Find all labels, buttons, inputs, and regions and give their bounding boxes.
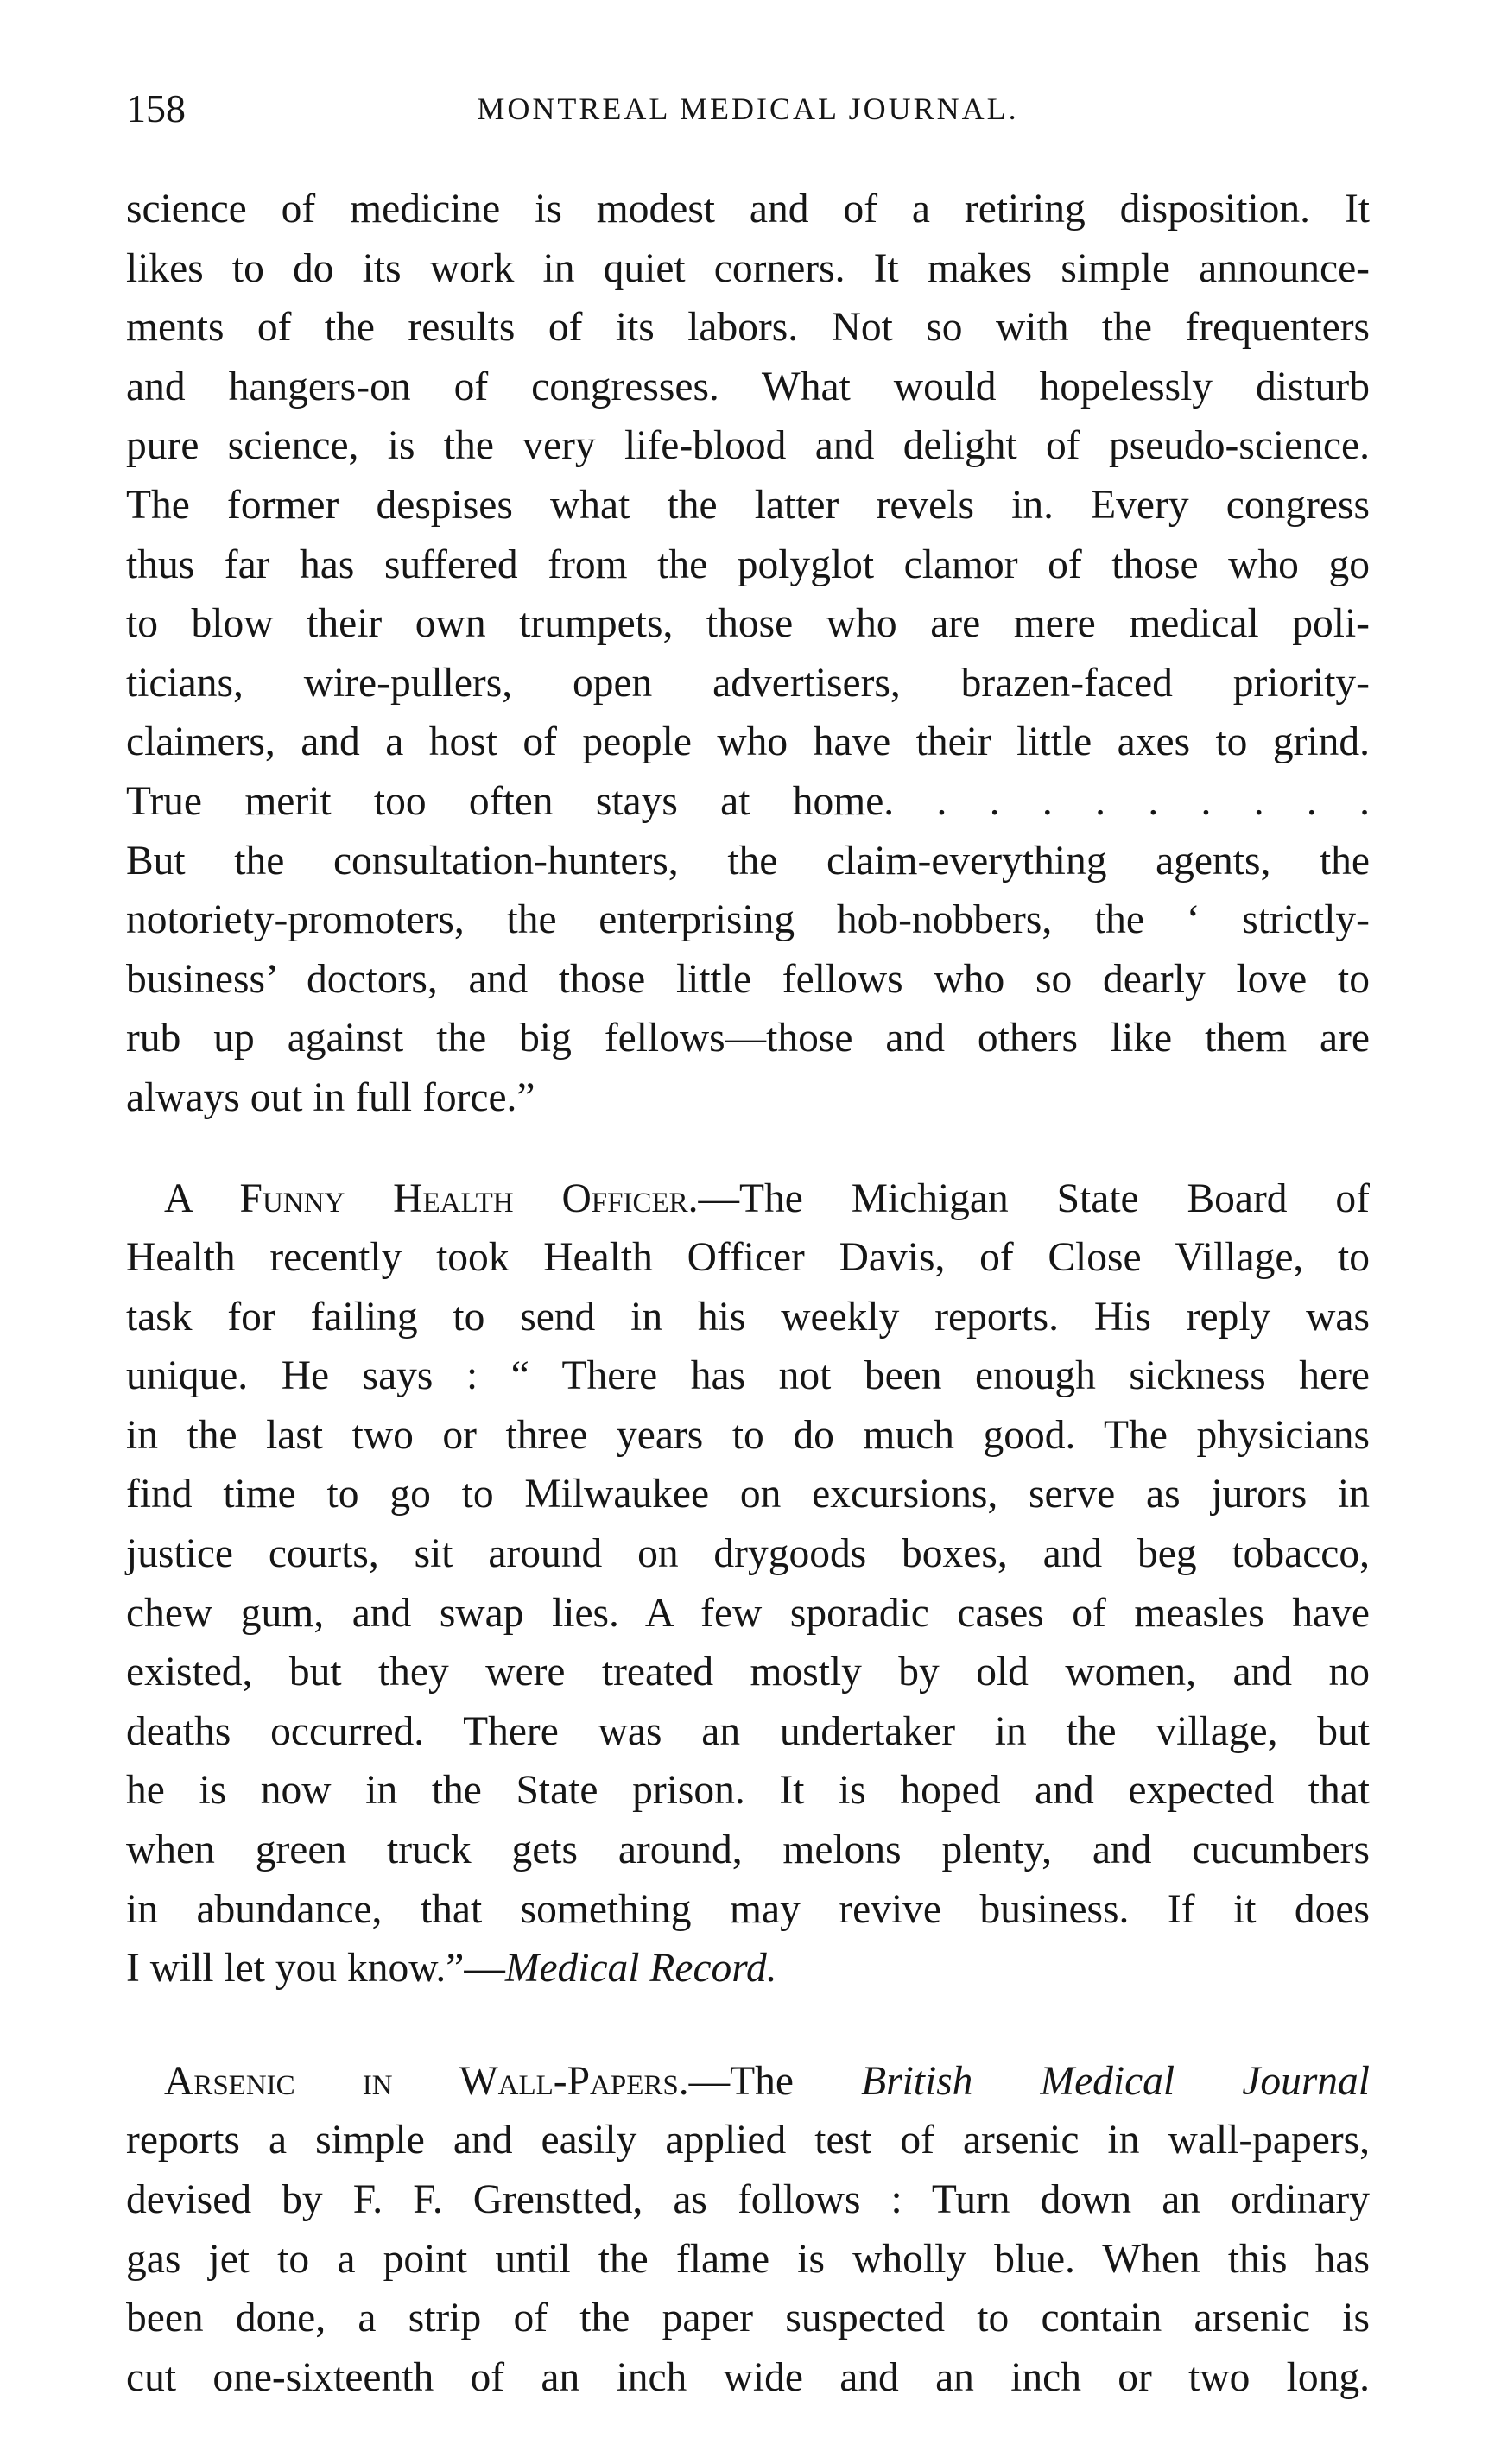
text-run: I will let you know.”—	[126, 1946, 505, 1992]
text-line: ments of the results of its labors. Not so with the frequenters	[126, 305, 1370, 351]
text-line: reports a simple and easily applied test of arsenic in wall-papers,	[126, 2118, 1370, 2163]
text-line: chew gum, and swap lies. A few sporadic cases of measles have	[126, 1590, 1370, 1636]
text-line: deaths occurred. There was an undertaker in the village, but	[126, 1708, 1370, 1754]
text-line: Health recently took Health Officer Davis, of Close Village, to	[126, 1235, 1370, 1281]
text-line: rub up against the big fellows—those and others like them are	[126, 1016, 1370, 1061]
text-line: task for failing to send in his weekly reports. His reply was	[126, 1294, 1370, 1340]
paragraph-spacer	[126, 1128, 1370, 1169]
page-number: 158	[126, 86, 186, 130]
text-line: cut one-sixteenth of an inch wide and an inch or two long.	[126, 2354, 1370, 2400]
text-line: existed, but they were treated mostly by old women, and no	[126, 1650, 1370, 1695]
text-line: pure science, is the very life-blood and delight of pseudo-science.	[126, 423, 1370, 469]
text-line: in abundance, that something may revive business. If it does	[126, 1886, 1370, 1932]
text-line	[126, 1939, 1370, 1998]
text-line: But the consultation-hunters, the claim-everything agents, the	[126, 838, 1370, 884]
text-line	[126, 2052, 1370, 2112]
text-line: when green truck gets around, melons plenty, and cucumbers	[126, 1827, 1370, 1873]
text-line: claimers, and a host of people who have their little axes to grind.	[126, 719, 1370, 765]
paragraph-congress-quote	[126, 180, 1370, 1128]
text-line: and hangers-on of congresses. What would hopelessly disturb	[126, 364, 1370, 409]
paragraph-arsenic-wall-papers	[126, 2052, 1370, 2408]
running-head	[126, 83, 1370, 135]
text-run: —The Michigan State Board of	[698, 1175, 1370, 1221]
text-line: True merit too often stays at home. . . . . . . . . .	[126, 778, 1370, 824]
text-line: unique. He says : “ There has not been enough sickness here	[126, 1353, 1370, 1399]
text-line: likes to do its work in quiet corners. It makes simple announce-	[126, 245, 1370, 291]
text-line: thus far has suffered from the polyglot clamor of those who go	[126, 542, 1370, 587]
text-line: always out in full force.”	[126, 1074, 535, 1120]
section-heading: A Funny Health Officer.	[164, 1175, 699, 1221]
journal-title: MONTREAL MEDICAL JOURNAL.	[477, 92, 1019, 126]
text-line: ticians, wire-pullers, open advertisers, brazen-faced priority-	[126, 660, 1370, 706]
article-body	[126, 180, 1370, 2407]
journal-citation: British Medical Journal	[861, 2058, 1370, 2104]
text-line: to blow their own trumpets, those who are mere medical poli-	[126, 601, 1370, 647]
text-line	[126, 1169, 1370, 1229]
text-line: been done, a strip of the paper suspected to contain arsenic is	[126, 2296, 1370, 2341]
text-line: The former despises what the latter revels in. Every congress	[126, 482, 1370, 528]
paragraph-spacer	[126, 1998, 1370, 2052]
text-line: business’ doctors, and those little fellows who so dearly love to	[126, 956, 1370, 1002]
source-citation: Medical Record.	[504, 1946, 777, 1992]
paragraph-funny-health-officer	[126, 1169, 1370, 1998]
text-line: notoriety-promoters, the enterprising hob-nobbers, the ‘ strictly-	[126, 897, 1370, 943]
text-line: devised by F. F. Grenstted, as follows : Turn down an ordinary	[126, 2177, 1370, 2222]
text-line: gas jet to a point until the flame is wholly blue. When this has	[126, 2236, 1370, 2282]
text-line: find time to go to Milwaukee on excursions, serve as jurors in	[126, 1472, 1370, 1517]
text-line: science of medicine is modest and of a retiring disposition. It	[126, 187, 1370, 231]
text-line: in the last two or three years to do much good. The physicians	[126, 1412, 1370, 1458]
text-line: justice courts, sit around on drygoods boxes, and beg tobacco,	[126, 1531, 1370, 1577]
text-line: he is now in the State prison. It is hoped and expected that	[126, 1768, 1370, 1814]
text-run: —The	[688, 2058, 862, 2104]
section-heading: Arsenic in Wall-Papers.	[164, 2058, 689, 2104]
